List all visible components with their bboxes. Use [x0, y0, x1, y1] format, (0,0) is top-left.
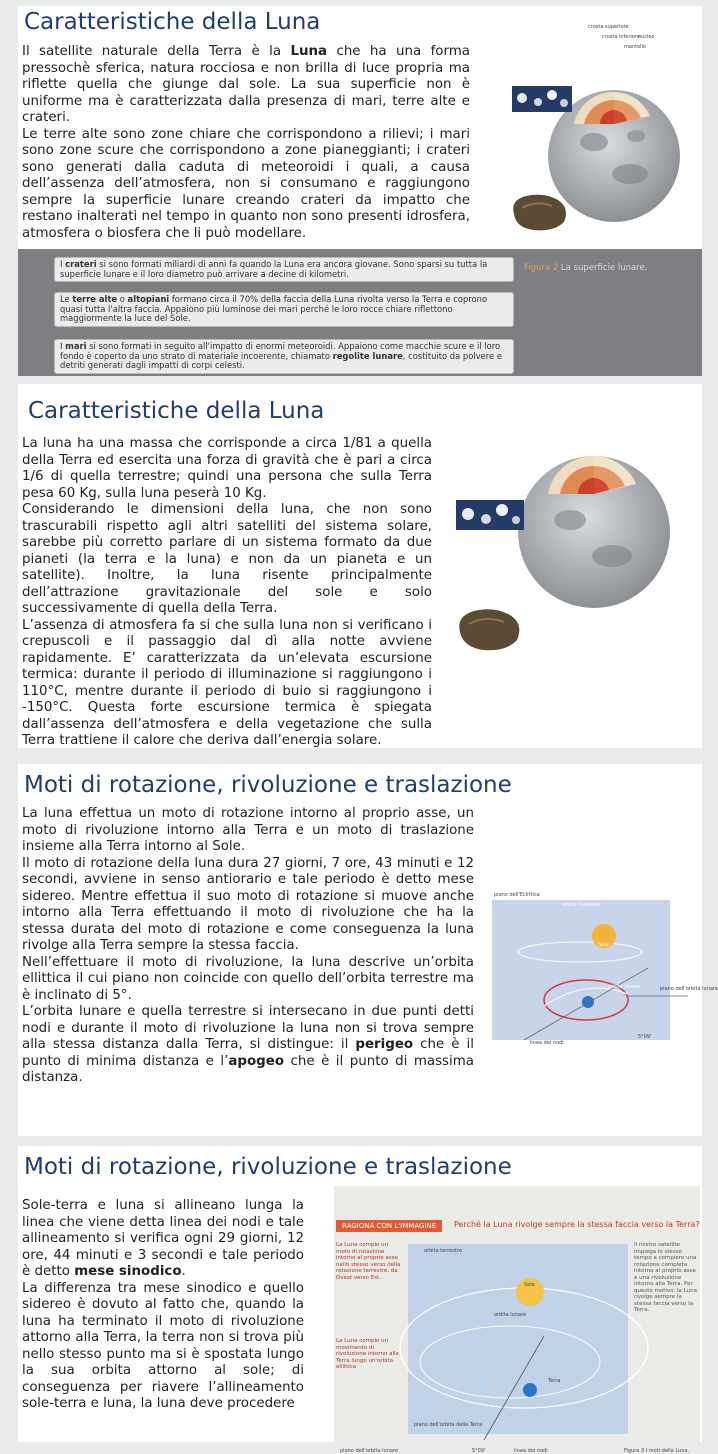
bold-text: regolite lunare	[332, 350, 403, 361]
meteorite-fragments-image	[456, 500, 524, 530]
text: che è il punto di minima distanza e l’	[22, 1037, 474, 1069]
meteorite-fragments-image	[512, 86, 572, 112]
text: I	[60, 341, 66, 351]
label-lunar-orbit: orbita lunare	[494, 1312, 527, 1318]
label-sun: Sole	[524, 1282, 535, 1288]
paragraph: Nell’effettuare il moto di rivoluzione, la luna descrive un’orbita ellittica il cui piano non coincide con quello dell’orbita terrestre ma è inclinato di 5°.	[22, 954, 474, 1003]
label-earth-orbit: orbita terrestre	[424, 1248, 462, 1254]
moon-rock-image	[508, 190, 570, 234]
bold-text: mese sinodico	[74, 1264, 182, 1279]
text: L’orbita lunare e quella terrestre si intersecano in due punti detti nodi e durante il moto di rivoluzione la luna non si trova sempre alla stessa distanza dalla Terra, si distingue: il	[22, 1004, 474, 1052]
text: , costituito da polvere e detriti generati dagli impatti di corpi celesti.	[60, 350, 503, 371]
paragraph: La luna effettua un moto di rotazione intorno al proprio asse, un moto di rivoluzione intorno alla Terra e un moto di traslazione insieme alla Terra intorno al Sole.	[22, 806, 474, 854]
text: che è il punto di massima distanza.	[22, 1053, 475, 1085]
figure-badge: RAGIONA CON L'IMMAGINE	[336, 1220, 442, 1232]
slide-3	[18, 764, 718, 1136]
note-rotation: La Luna compie un moto di rotazione intorno al proprio asse nello stesso verso della rotazione terrestre, da Ovest verso Est.	[336, 1242, 401, 1281]
slide-4-title: Moti di rotazione, rivoluzione e traslazione	[24, 1154, 512, 1180]
bold-text: apogeo	[228, 1053, 285, 1069]
label-core: nucleo	[638, 34, 655, 40]
earth	[582, 996, 594, 1008]
paragraph: Le terre alte sono zone chiare che corrispondono a rilievi; i mari sono zone scure che corrispondono a zone pianeggianti; i crateri sono generati dalla caduta di meteoroidi i quali, a causa dell’assenza dell’atmosfera, non si consumano e raggiungono sempre la superficie lunare creando crateri da impatto che restano inalterati nel tempo in quanto non sono presenti idrosfera, atmosfera o biosfera che li può modellare.	[22, 126, 470, 241]
moon	[491, 1379, 497, 1385]
label-sun: Sole	[598, 942, 609, 948]
text: formano circa il 70% della faccia della Luna rivolta verso la Terra e coprono quasi tutta l'altra faccia. Appaiono più luminose dei mari perché le loro rocce chiare riflettono maggiormente la luce del Sole.	[60, 294, 488, 324]
moon-motions-figure	[334, 1186, 700, 1454]
figure-caption: Figura 3 I moti della Luna.	[624, 1448, 690, 1454]
label-nodes-line: linea dei nodi	[530, 1040, 564, 1046]
text: I	[60, 259, 66, 269]
bold-text: crateri	[65, 259, 97, 269]
text: Il satellite naturale della Terra è la	[22, 44, 291, 59]
label-earth-orbit: orbita terrestre	[562, 902, 600, 908]
label-earth-orbit-plane: piano dell'orbita della Terra	[414, 1422, 483, 1428]
paragraph: La luna ha una massa che corrisponde a circa 1/81 a quella della Terra ed esercita una forza di gravità che è pari a circa 1/6 di quella terrestre; quindi una persona che sulla Terra pesa 60 Kg, sulla luna peserà 10 Kg.	[22, 436, 432, 501]
label-ecliptic-plane: piano dell'Eclittica	[494, 892, 540, 898]
bold-text: perigeo	[355, 1037, 414, 1052]
text: Le	[60, 294, 73, 304]
moon-rock-image	[454, 604, 524, 654]
text: si sono formati miliardi di anni fa quando la Luna era ancora giovane. Sono sparsi su tutta la superficie lunare e il loro diametro può arrivare a decine di kilometri.	[60, 259, 488, 279]
slide-2-title: Caratteristiche della Luna	[28, 398, 325, 424]
label-nodes-line: linea dei nodi	[514, 1448, 548, 1454]
lunar-orbit-diagram	[478, 892, 702, 1052]
paragraph: Considerando le dimensioni della luna, che non sono trascurabili rispetto agli altri satelliti del sistema solare, sarebbe più corretto parlare di un sistema formato da due pianeti (la terra e la luna) e non da un pianeta e un satellite). Inoltre, la luna risente principalmente dell’attrazione gravitazionale del sole e solo successivamente di quella della Terra.	[22, 502, 432, 616]
text: La superficie lunare.	[558, 263, 648, 273]
label-lunar-orbit: orbita lunare	[608, 984, 641, 990]
text: si sono formati in seguito all'impatto di enormi meteoroidi. Appaiono come macchie scure e il loro fondo è coperto da uno strato di materiale incoerente, chiamato	[60, 341, 501, 361]
label-lower-crust: crosta inferiore	[602, 34, 640, 40]
text: che ha una forma pressochè sferica, natura rocciosa e non brilla di luce propria ma riflette quella che giunge dal sole. La sua superficie non è uniforme ma è caratterizzata dalla presenza di mari, terre alte e crateri.	[22, 44, 470, 125]
slide-4	[18, 1146, 702, 1454]
slide-4-text	[22, 1198, 304, 1413]
figure-caption	[524, 263, 684, 273]
info-box-seas	[54, 339, 514, 374]
label-lunar-plane: piano dell'orbita lunare	[660, 986, 718, 992]
label-upper-crust: crosta superiore	[588, 24, 629, 30]
bold-text: terre alte	[72, 294, 118, 304]
slide-1-text	[22, 44, 470, 242]
info-box-highlands	[54, 292, 514, 327]
label-earth: Terra	[548, 1378, 561, 1384]
slide-1-title: Caratteristiche della Luna	[24, 9, 321, 35]
slide-2-text	[22, 436, 432, 750]
slide-3-title: Moti di rotazione, rivoluzione e traslazione	[24, 772, 512, 798]
bold-text: mari	[65, 341, 87, 351]
note-same-face: Il nostro satellite impiega lo stesso tempo a compiere una rotazione completa intorno al proprio asse e una rivoluzione intorno alla Terra. Per questo motivo, la Luna rivolge sempre la stessa faccia verso la Terra.	[634, 1242, 697, 1313]
surface-info-strip	[18, 249, 702, 376]
text: Sole-terra e luna si allineano lunga la linea che viene detta linea dei nodi e tale allineamento si verifica ogni 29 giorni, 12 ore, 44 minuti e 3 secondi e tale periodo è detto	[22, 1198, 304, 1279]
paragraph: La differenza tra mese sinodico e quello sidereo è dovuto al fatto che, quando la luna ha terminato il moto di rivoluzione attorno alla Terra, la terra non si trova più nello stesso punto ma si è spostata lungo la sua orbita attorno al sole; di conseguenza per riavere l’allineamento sole-terra e luna, la luna deve procedere	[22, 1280, 304, 1411]
bold-text: Luna	[290, 44, 328, 59]
figure-question: Perché la Luna rivolge sempre la stessa faccia verso la Terra?	[454, 1220, 700, 1229]
text: .	[181, 1264, 186, 1279]
label-inclination: 5°09'	[472, 1448, 486, 1454]
slide-3-text	[22, 806, 474, 1087]
text: o	[117, 294, 128, 304]
label-lunar-plane: piano dell'orbita lunare	[340, 1448, 398, 1454]
info-box-craters	[54, 257, 514, 282]
paragraph	[22, 44, 470, 127]
figure-number: Figura 2	[524, 263, 559, 273]
slide-1	[18, 6, 702, 376]
paragraph	[22, 1198, 304, 1281]
bold-text: altopiani	[127, 294, 170, 304]
slide-2	[18, 384, 702, 748]
paragraph	[22, 1004, 474, 1087]
paragraph: Il moto di rotazione della luna dura 27 giorni, 7 ore, 43 minuti e 12 secondi, avviene in senso antiorario e tale periodo è detto mese sidereo. Mentre effettua il suo moto di rotazione si muove anche intorno alla Terra effettuando il moto di rivoluzione che ha la stessa durata del moto di rotazione e come conseguenza la luna rivolge alla Terra sempre la stessa faccia.	[22, 855, 474, 953]
label-inclination: 5°09'	[638, 1034, 652, 1040]
paragraph: L’assenza di atmosfera fa si che sulla luna non si verificano i crepuscoli e il passaggio dal dì alla notte avviene rapidamente. E’ caratterizzata da un’elevata escursione termica: durante il periodo di illuminazione si raggiungono i 110°C, mentre durante il periodo di buio si raggiungono i -150°C. Questa forte escursione termica è spiegata dall’assenza dell’atmosfera e della vegetazione che sulla Terra trattiene il calore che deriva dall’energia solare.	[22, 617, 432, 748]
label-mantle: mantello	[624, 44, 646, 50]
earth	[523, 1383, 537, 1397]
note-revolution: La Luna compie un movimento di rivoluzione intorno alla Terra lungo un'orbita ellittica	[336, 1338, 399, 1370]
